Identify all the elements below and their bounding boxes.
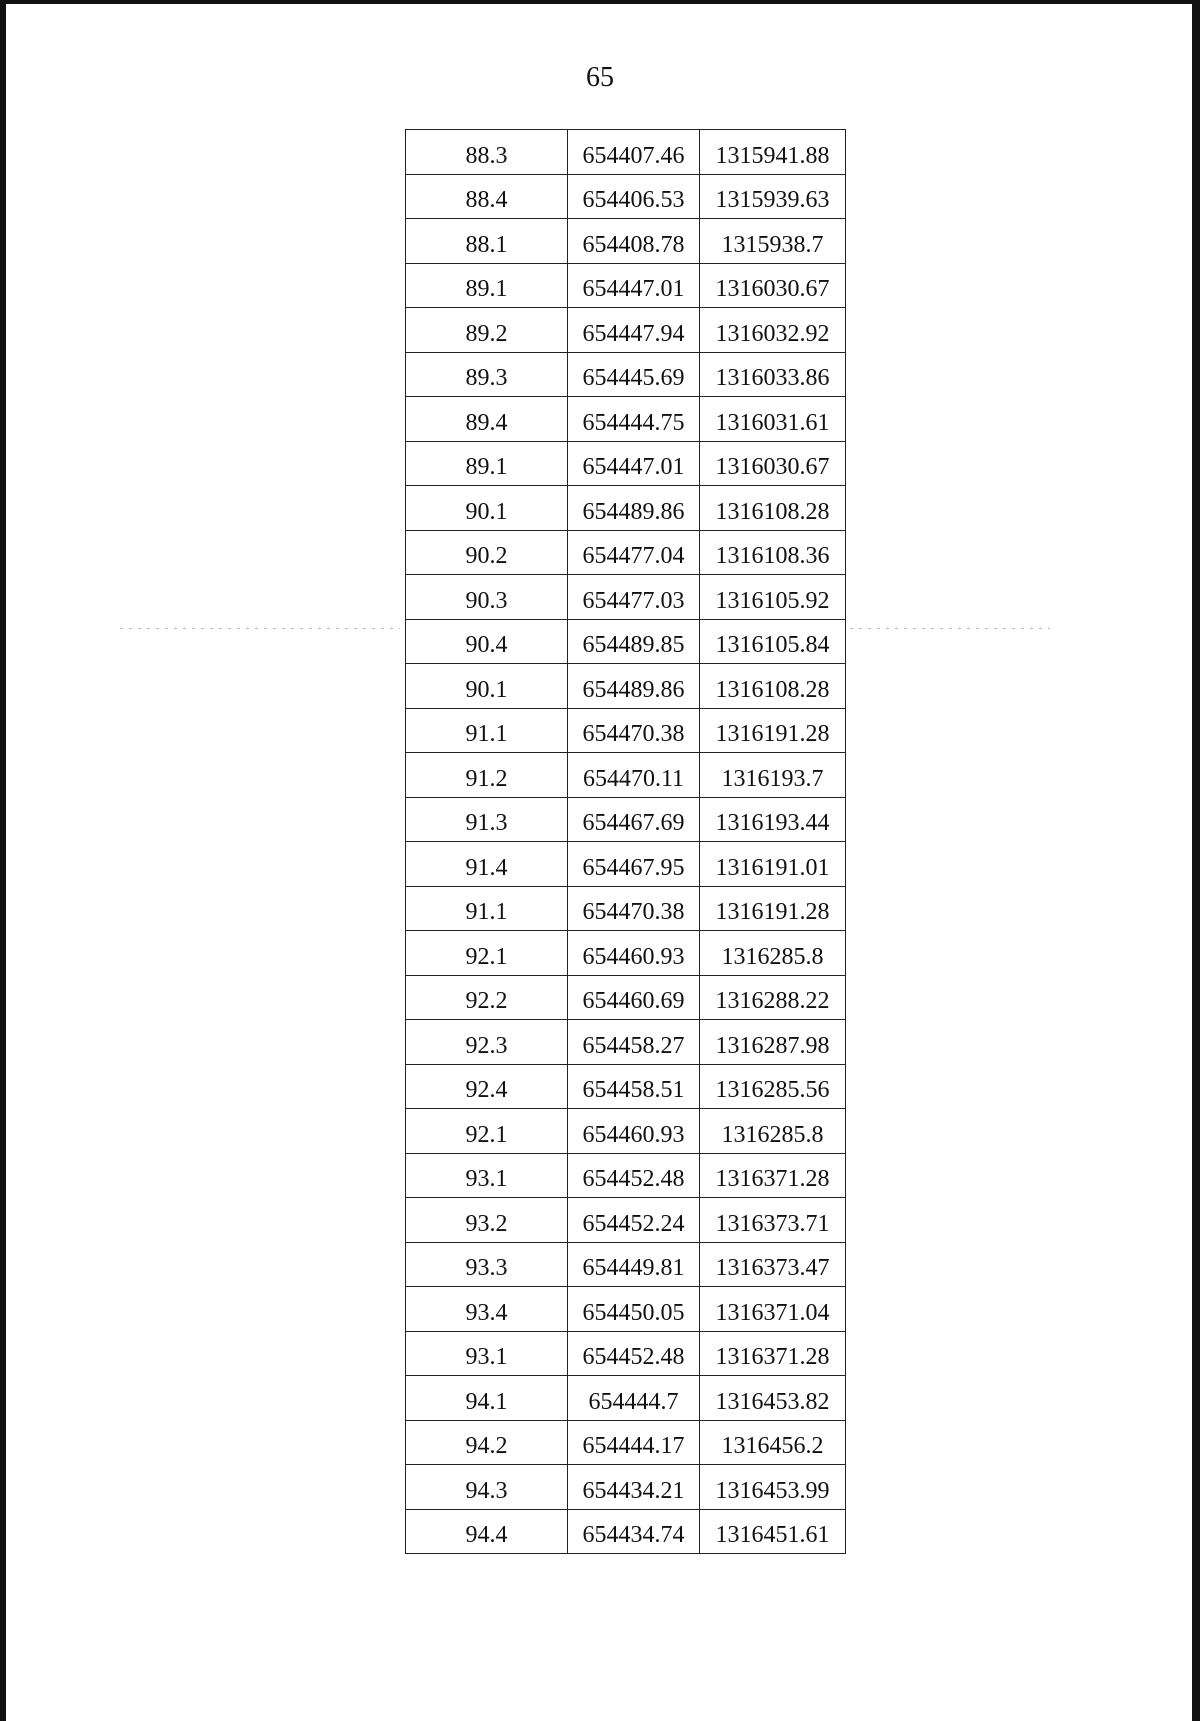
x-coordinate-cell: 654470.38	[568, 886, 700, 931]
point-id-cell: 88.3	[406, 130, 568, 175]
point-id-cell: 89.1	[406, 263, 568, 308]
y-coordinate-cell: 1316191.01	[700, 842, 846, 887]
table-row	[406, 753, 846, 798]
x-coordinate-cell: 654458.27	[568, 1020, 700, 1065]
table-row	[406, 1420, 846, 1465]
y-coordinate-cell: 1316108.28	[700, 486, 846, 531]
y-coordinate-cell: 1316030.67	[700, 441, 846, 486]
coordinates-table	[405, 129, 846, 1554]
point-id-cell: 89.3	[406, 352, 568, 397]
table-row	[406, 308, 846, 353]
x-coordinate-cell: 654447.01	[568, 441, 700, 486]
scan-artifact-line-left	[120, 628, 400, 629]
x-coordinate-cell: 654452.24	[568, 1198, 700, 1243]
point-id-cell: 93.2	[406, 1198, 568, 1243]
table-row	[406, 797, 846, 842]
y-coordinate-cell: 1316373.47	[700, 1242, 846, 1287]
y-coordinate-cell: 1316191.28	[700, 708, 846, 753]
y-coordinate-cell: 1316285.56	[700, 1064, 846, 1109]
x-coordinate-cell: 654434.74	[568, 1509, 700, 1554]
table-row	[406, 174, 846, 219]
y-coordinate-cell: 1316287.98	[700, 1020, 846, 1065]
table-row	[406, 664, 846, 709]
y-coordinate-cell: 1316105.84	[700, 619, 846, 664]
y-coordinate-cell: 1316373.71	[700, 1198, 846, 1243]
table-row	[406, 486, 846, 531]
x-coordinate-cell: 654447.01	[568, 263, 700, 308]
y-coordinate-cell: 1316453.99	[700, 1465, 846, 1510]
x-coordinate-cell: 654447.94	[568, 308, 700, 353]
point-id-cell: 88.1	[406, 219, 568, 264]
y-coordinate-cell: 1315941.88	[700, 130, 846, 175]
x-coordinate-cell: 654489.86	[568, 664, 700, 709]
point-id-cell: 91.3	[406, 797, 568, 842]
x-coordinate-cell: 654489.85	[568, 619, 700, 664]
x-coordinate-cell: 654460.93	[568, 931, 700, 976]
table-row	[406, 1064, 846, 1109]
x-coordinate-cell: 654460.69	[568, 975, 700, 1020]
x-coordinate-cell: 654450.05	[568, 1287, 700, 1332]
y-coordinate-cell: 1316032.92	[700, 308, 846, 353]
point-id-cell: 90.3	[406, 575, 568, 620]
point-id-cell: 88.4	[406, 174, 568, 219]
table-row	[406, 708, 846, 753]
table-row	[406, 931, 846, 976]
point-id-cell: 93.1	[406, 1331, 568, 1376]
table-row	[406, 1376, 846, 1421]
coordinates-table-body	[406, 130, 846, 1554]
y-coordinate-cell: 1316193.7	[700, 753, 846, 798]
x-coordinate-cell: 654449.81	[568, 1242, 700, 1287]
point-id-cell: 92.1	[406, 1109, 568, 1154]
table-row	[406, 1509, 846, 1554]
point-id-cell: 92.1	[406, 931, 568, 976]
table-row	[406, 130, 846, 175]
scan-artifact-line-right	[850, 628, 1050, 629]
table-row	[406, 219, 846, 264]
table-row	[406, 1242, 846, 1287]
point-id-cell: 91.1	[406, 886, 568, 931]
x-coordinate-cell: 654445.69	[568, 352, 700, 397]
y-coordinate-cell: 1316456.2	[700, 1420, 846, 1465]
x-coordinate-cell: 654489.86	[568, 486, 700, 531]
x-coordinate-cell: 654407.46	[568, 130, 700, 175]
page-number: 65	[586, 62, 614, 93]
x-coordinate-cell: 654444.7	[568, 1376, 700, 1421]
x-coordinate-cell: 654467.95	[568, 842, 700, 887]
y-coordinate-cell: 1316193.44	[700, 797, 846, 842]
table-row	[406, 1109, 846, 1154]
table-row	[406, 1198, 846, 1243]
point-id-cell: 93.1	[406, 1153, 568, 1198]
table-row	[406, 975, 846, 1020]
point-id-cell: 91.2	[406, 753, 568, 798]
y-coordinate-cell: 1316371.04	[700, 1287, 846, 1332]
point-id-cell: 94.2	[406, 1420, 568, 1465]
y-coordinate-cell: 1316191.28	[700, 886, 846, 931]
x-coordinate-cell: 654452.48	[568, 1153, 700, 1198]
point-id-cell: 94.3	[406, 1465, 568, 1510]
point-id-cell: 94.4	[406, 1509, 568, 1554]
point-id-cell: 92.3	[406, 1020, 568, 1065]
table-row	[406, 441, 846, 486]
point-id-cell: 89.1	[406, 441, 568, 486]
table-row	[406, 1020, 846, 1065]
point-id-cell: 89.4	[406, 397, 568, 442]
y-coordinate-cell: 1316285.8	[700, 1109, 846, 1154]
point-id-cell: 90.1	[406, 664, 568, 709]
scan-border-right	[1192, 0, 1200, 1721]
point-id-cell: 93.3	[406, 1242, 568, 1287]
y-coordinate-cell: 1316033.86	[700, 352, 846, 397]
x-coordinate-cell: 654434.21	[568, 1465, 700, 1510]
table-row	[406, 397, 846, 442]
table-row	[406, 619, 846, 664]
table-row	[406, 352, 846, 397]
x-coordinate-cell: 654477.03	[568, 575, 700, 620]
table-row	[406, 575, 846, 620]
y-coordinate-cell: 1316105.92	[700, 575, 846, 620]
table-row	[406, 1153, 846, 1198]
scan-border-left	[0, 0, 6, 1721]
point-id-cell: 89.2	[406, 308, 568, 353]
y-coordinate-cell: 1316108.28	[700, 664, 846, 709]
y-coordinate-cell: 1316451.61	[700, 1509, 846, 1554]
x-coordinate-cell: 654470.38	[568, 708, 700, 753]
x-coordinate-cell: 654477.04	[568, 530, 700, 575]
point-id-cell: 90.1	[406, 486, 568, 531]
y-coordinate-cell: 1316285.8	[700, 931, 846, 976]
table-row	[406, 1331, 846, 1376]
table-row	[406, 263, 846, 308]
point-id-cell: 90.2	[406, 530, 568, 575]
point-id-cell: 94.1	[406, 1376, 568, 1421]
x-coordinate-cell: 654460.93	[568, 1109, 700, 1154]
table-row	[406, 886, 846, 931]
coordinates-table-wrapper	[405, 129, 845, 1554]
point-id-cell: 92.4	[406, 1064, 568, 1109]
y-coordinate-cell: 1316030.67	[700, 263, 846, 308]
point-id-cell: 91.4	[406, 842, 568, 887]
x-coordinate-cell: 654444.17	[568, 1420, 700, 1465]
point-id-cell: 92.2	[406, 975, 568, 1020]
x-coordinate-cell: 654470.11	[568, 753, 700, 798]
x-coordinate-cell: 654406.53	[568, 174, 700, 219]
point-id-cell: 91.1	[406, 708, 568, 753]
y-coordinate-cell: 1316453.82	[700, 1376, 846, 1421]
table-row	[406, 1287, 846, 1332]
table-row	[406, 1465, 846, 1510]
point-id-cell: 90.4	[406, 619, 568, 664]
x-coordinate-cell: 654444.75	[568, 397, 700, 442]
x-coordinate-cell: 654452.48	[568, 1331, 700, 1376]
table-row	[406, 530, 846, 575]
y-coordinate-cell: 1315939.63	[700, 174, 846, 219]
y-coordinate-cell: 1316108.36	[700, 530, 846, 575]
y-coordinate-cell: 1316371.28	[700, 1331, 846, 1376]
scan-border-top	[0, 0, 1200, 4]
y-coordinate-cell: 1316288.22	[700, 975, 846, 1020]
y-coordinate-cell: 1316031.61	[700, 397, 846, 442]
x-coordinate-cell: 654458.51	[568, 1064, 700, 1109]
x-coordinate-cell: 654408.78	[568, 219, 700, 264]
y-coordinate-cell: 1316371.28	[700, 1153, 846, 1198]
x-coordinate-cell: 654467.69	[568, 797, 700, 842]
y-coordinate-cell: 1315938.7	[700, 219, 846, 264]
point-id-cell: 93.4	[406, 1287, 568, 1332]
table-row	[406, 842, 846, 887]
